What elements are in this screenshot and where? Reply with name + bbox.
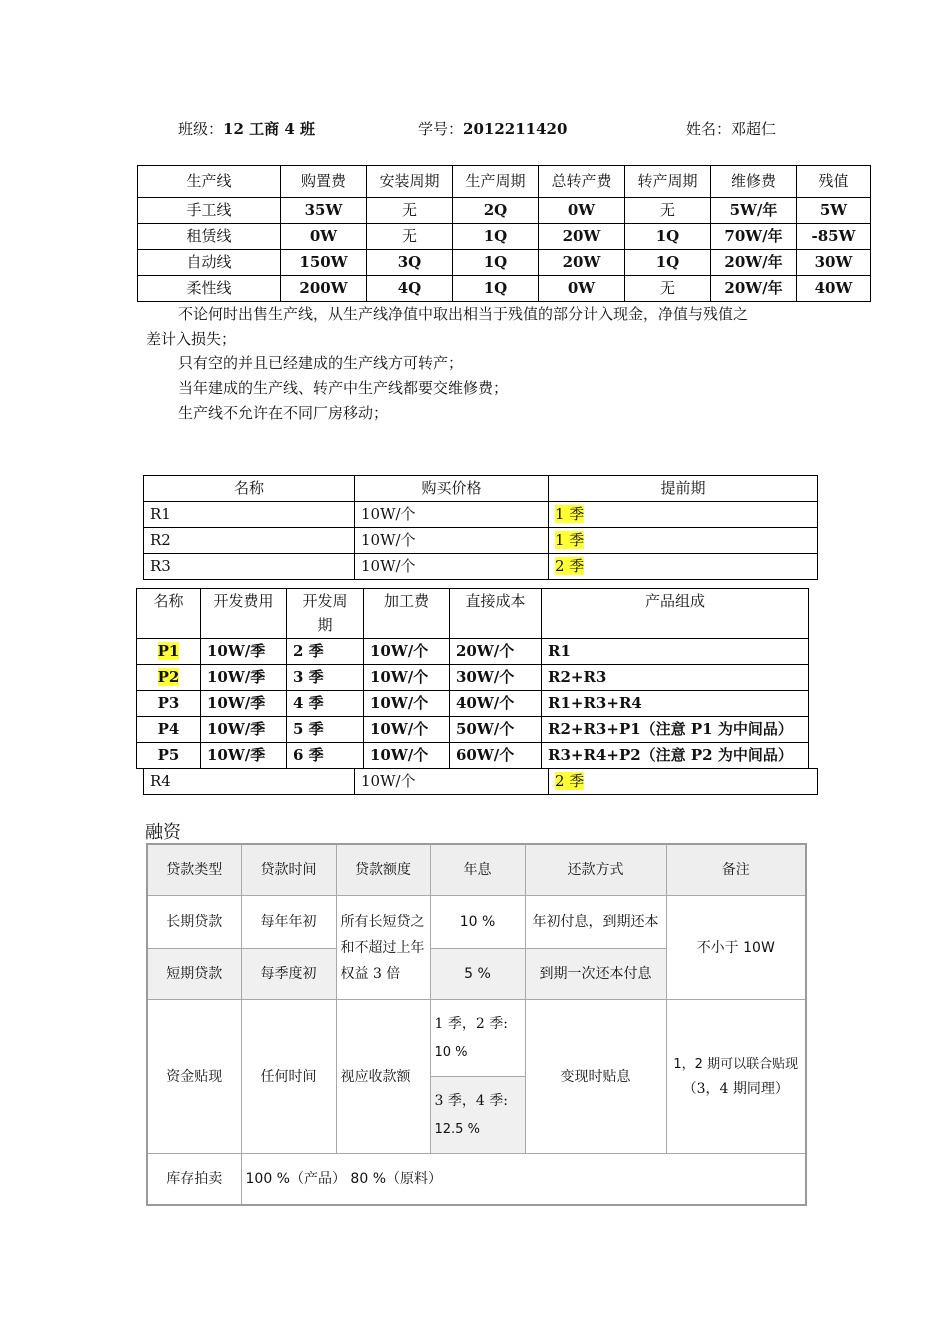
- cell: R4: [144, 769, 355, 795]
- cell: 10W/个: [355, 528, 549, 554]
- table-row: [137, 691, 809, 717]
- materials-table: [143, 475, 818, 580]
- cell: 35W: [281, 198, 367, 224]
- cell: R2+R3: [542, 665, 809, 691]
- cell: 10W/个: [355, 554, 549, 580]
- class-value: 12 工商 4 班: [223, 120, 315, 138]
- cell: 每季度初: [241, 949, 336, 1000]
- cell-rate-1: [430, 1000, 525, 1077]
- col-header: 转产周期: [625, 166, 711, 198]
- rule-text: 当年建成的生产线、转产中生产线都要交维修费；: [178, 379, 509, 397]
- cell: 20W: [539, 250, 625, 276]
- table-row: [137, 743, 809, 769]
- cell: [549, 554, 818, 580]
- cell: P5: [137, 743, 201, 769]
- cell: R1+R3+R4: [542, 691, 809, 717]
- cell: 手工线: [138, 198, 281, 224]
- cell: 10W/个: [364, 717, 450, 743]
- rule-text: 差计入损失；: [146, 330, 237, 348]
- table-row: [137, 717, 809, 743]
- cell: 70W/年: [711, 224, 797, 250]
- cell: 1Q: [625, 224, 711, 250]
- cell: 2 季: [287, 639, 364, 665]
- production-lines-table: [137, 165, 871, 302]
- cell: 10W/个: [364, 743, 450, 769]
- cell: 10W/季: [201, 639, 287, 665]
- col-header: 贷款类型: [147, 844, 241, 896]
- cell: 到期一次还本付息: [525, 949, 666, 1000]
- col-header: 贷款额度: [336, 844, 430, 896]
- table-row: [144, 528, 818, 554]
- cell: 资金贴现: [147, 1000, 241, 1154]
- cell: P4: [137, 717, 201, 743]
- cell: 每年年初: [241, 896, 336, 949]
- rule-paragraph-cont: [146, 327, 816, 351]
- rate-line: 12.5 %: [434, 1121, 480, 1137]
- cell: 无: [367, 224, 453, 250]
- header-name: [686, 118, 776, 139]
- table-row: [138, 224, 871, 250]
- col-header: 开发费用: [201, 589, 287, 639]
- cell: 60W/个: [450, 743, 542, 769]
- cell: R1: [144, 502, 355, 528]
- highlighted-product: P2: [157, 668, 180, 686]
- cell: 1Q: [625, 250, 711, 276]
- cell: 年初付息，到期还本: [525, 896, 666, 949]
- cell: [137, 639, 201, 665]
- rate-line: 3 季，4 季:: [434, 1092, 508, 1109]
- cell: 任何时间: [241, 1000, 336, 1154]
- col-header: 生产线: [138, 166, 281, 198]
- section-title-financing: 融资: [145, 822, 181, 843]
- table-header-row: [138, 166, 871, 198]
- cell: 30W: [797, 250, 871, 276]
- cell: 0W: [539, 198, 625, 224]
- cell: 10W/季: [201, 717, 287, 743]
- cell: 无: [367, 198, 453, 224]
- col-header: 总转产费: [539, 166, 625, 198]
- col-header: 备注: [666, 844, 806, 896]
- name-value: 邓超仁: [731, 120, 777, 138]
- cell: 无: [625, 276, 711, 302]
- cell: 200W: [281, 276, 367, 302]
- cell: 10W/个: [364, 691, 450, 717]
- cell: R3: [144, 554, 355, 580]
- note-line: 1，2 期可以联合贴现: [673, 1057, 799, 1072]
- cell: R3+R4+P2（注意 P2 为中间品）: [542, 743, 809, 769]
- limit-line: 和不超过上年: [340, 939, 425, 956]
- col-header-part: 期: [317, 616, 333, 634]
- cell: 1Q: [453, 250, 539, 276]
- cell: 100 %（产品） 80 %（原料）: [241, 1154, 806, 1206]
- cell: 10W/季: [201, 743, 287, 769]
- col-header: 提前期: [549, 476, 818, 502]
- cell: 0W: [539, 276, 625, 302]
- table-row: [138, 198, 871, 224]
- cell: 短期贷款: [147, 949, 241, 1000]
- rate-line: 1 季，2 季:: [434, 1015, 508, 1032]
- cell-note-min: 不小于 10W: [666, 896, 806, 1000]
- cell: 4Q: [367, 276, 453, 302]
- cell: R2+R3+P1（注意 P1 为中间品）: [542, 717, 809, 743]
- cell-discount-note: [666, 1000, 806, 1154]
- rule-text: 只有空的并且已经建成的生产线方可转产；: [178, 354, 464, 372]
- cell: 5W: [797, 198, 871, 224]
- cell: 3 季: [287, 665, 364, 691]
- cell: R2: [144, 528, 355, 554]
- table-row-auction: [147, 1154, 806, 1206]
- cell: 2Q: [453, 198, 539, 224]
- cell: 20W/年: [711, 250, 797, 276]
- col-header: 产品组成: [542, 589, 809, 639]
- table-row: [144, 769, 818, 795]
- limit-line: 权益 3 倍: [340, 965, 401, 982]
- cell: 1Q: [453, 224, 539, 250]
- cell: R1: [542, 639, 809, 665]
- cell: 6 季: [287, 743, 364, 769]
- col-header: [287, 589, 364, 639]
- rule-text: 生产线不允许在不同厂房移动；: [178, 404, 389, 422]
- cell: 库存拍卖: [147, 1154, 241, 1206]
- cell: 30W/个: [450, 665, 542, 691]
- rule-paragraph: [178, 351, 848, 375]
- cell: 20W/年: [711, 276, 797, 302]
- cell-rate-2: [430, 1077, 525, 1154]
- col-header: 加工费: [364, 589, 450, 639]
- cell: [549, 528, 818, 554]
- cell: 150W: [281, 250, 367, 276]
- cell: 自动线: [138, 250, 281, 276]
- cell: -85W: [797, 224, 871, 250]
- cell: 无: [625, 198, 711, 224]
- col-header: 名称: [144, 476, 355, 502]
- cell: [137, 665, 201, 691]
- col-header: 贷款时间: [241, 844, 336, 896]
- cell: 5W/年: [711, 198, 797, 224]
- table-row: [138, 276, 871, 302]
- financing-table: [146, 843, 807, 1206]
- cell: 40W/个: [450, 691, 542, 717]
- cell: 10W/季: [201, 665, 287, 691]
- table-row: [144, 554, 818, 580]
- cell: 10W/个: [355, 502, 549, 528]
- highlighted-lead-time: 1 季: [555, 505, 585, 523]
- cell: 5 季: [287, 717, 364, 743]
- materials-r4-row: [143, 768, 818, 795]
- col-header: 名称: [137, 589, 201, 639]
- highlighted-lead-time: 2 季: [555, 772, 585, 790]
- cell: 10W/个: [364, 665, 450, 691]
- rule-paragraph: [178, 401, 848, 425]
- table-row-long-loan: [147, 896, 806, 949]
- cell: 50W/个: [450, 717, 542, 743]
- cell: 视应收款额: [336, 1000, 430, 1154]
- cell: [549, 769, 818, 795]
- cell: 柔性线: [138, 276, 281, 302]
- cell: P3: [137, 691, 201, 717]
- table-row: [144, 502, 818, 528]
- col-header: 维修费: [711, 166, 797, 198]
- table-row: [137, 639, 809, 665]
- header-class: [178, 118, 315, 139]
- cell: 变现时贴息: [525, 1000, 666, 1154]
- cell: 40W: [797, 276, 871, 302]
- col-header: 年息: [430, 844, 525, 896]
- cell: [549, 502, 818, 528]
- table-row: [138, 250, 871, 276]
- highlighted-lead-time: 1 季: [555, 531, 585, 549]
- col-header-part: 开发周: [302, 592, 348, 610]
- rule-paragraph: [178, 376, 848, 400]
- cell: 5 %: [430, 949, 525, 1000]
- col-header: 直接成本: [450, 589, 542, 639]
- header-student-id: [418, 118, 567, 139]
- col-header: 购置费: [281, 166, 367, 198]
- cell: 3Q: [367, 250, 453, 276]
- rule-text: 不论何时出售生产线，从生产线净值中取出相当于残值的部分计入现金，净值与残值之: [178, 305, 749, 323]
- rate-line: 10 %: [434, 1044, 468, 1060]
- cell: 1Q: [453, 276, 539, 302]
- products-table: [136, 588, 809, 769]
- cell: 0W: [281, 224, 367, 250]
- table-header-row: [144, 476, 818, 502]
- limit-line: 所有长短贷之: [340, 913, 425, 930]
- rule-paragraph: [146, 302, 816, 326]
- id-value: 2012211420: [463, 120, 568, 138]
- col-header: 生产周期: [453, 166, 539, 198]
- note-line: （3，4 期同理）: [682, 1081, 789, 1097]
- cell: 4 季: [287, 691, 364, 717]
- name-label: 姓名：: [686, 120, 732, 138]
- highlighted-product: P1: [157, 642, 180, 660]
- col-header: 还款方式: [525, 844, 666, 896]
- cell: 长期贷款: [147, 896, 241, 949]
- cell: 20W: [539, 224, 625, 250]
- cell: 10 %: [430, 896, 525, 949]
- cell: 10W/个: [355, 769, 549, 795]
- cell: 20W/个: [450, 639, 542, 665]
- table-row: [137, 665, 809, 691]
- table-header-row: [147, 844, 806, 896]
- col-header: 安装周期: [367, 166, 453, 198]
- table-header-row: [137, 589, 809, 639]
- highlighted-lead-time: 2 季: [555, 557, 585, 575]
- class-label: 班级：: [178, 120, 224, 138]
- cell-loan-limit: [336, 896, 430, 1000]
- table-row-discount-a: [147, 1000, 806, 1077]
- col-header: 购买价格: [355, 476, 549, 502]
- cell: 租赁线: [138, 224, 281, 250]
- col-header: 残值: [797, 166, 871, 198]
- cell: 10W/个: [364, 639, 450, 665]
- id-label: 学号：: [418, 120, 464, 138]
- cell: 10W/季: [201, 691, 287, 717]
